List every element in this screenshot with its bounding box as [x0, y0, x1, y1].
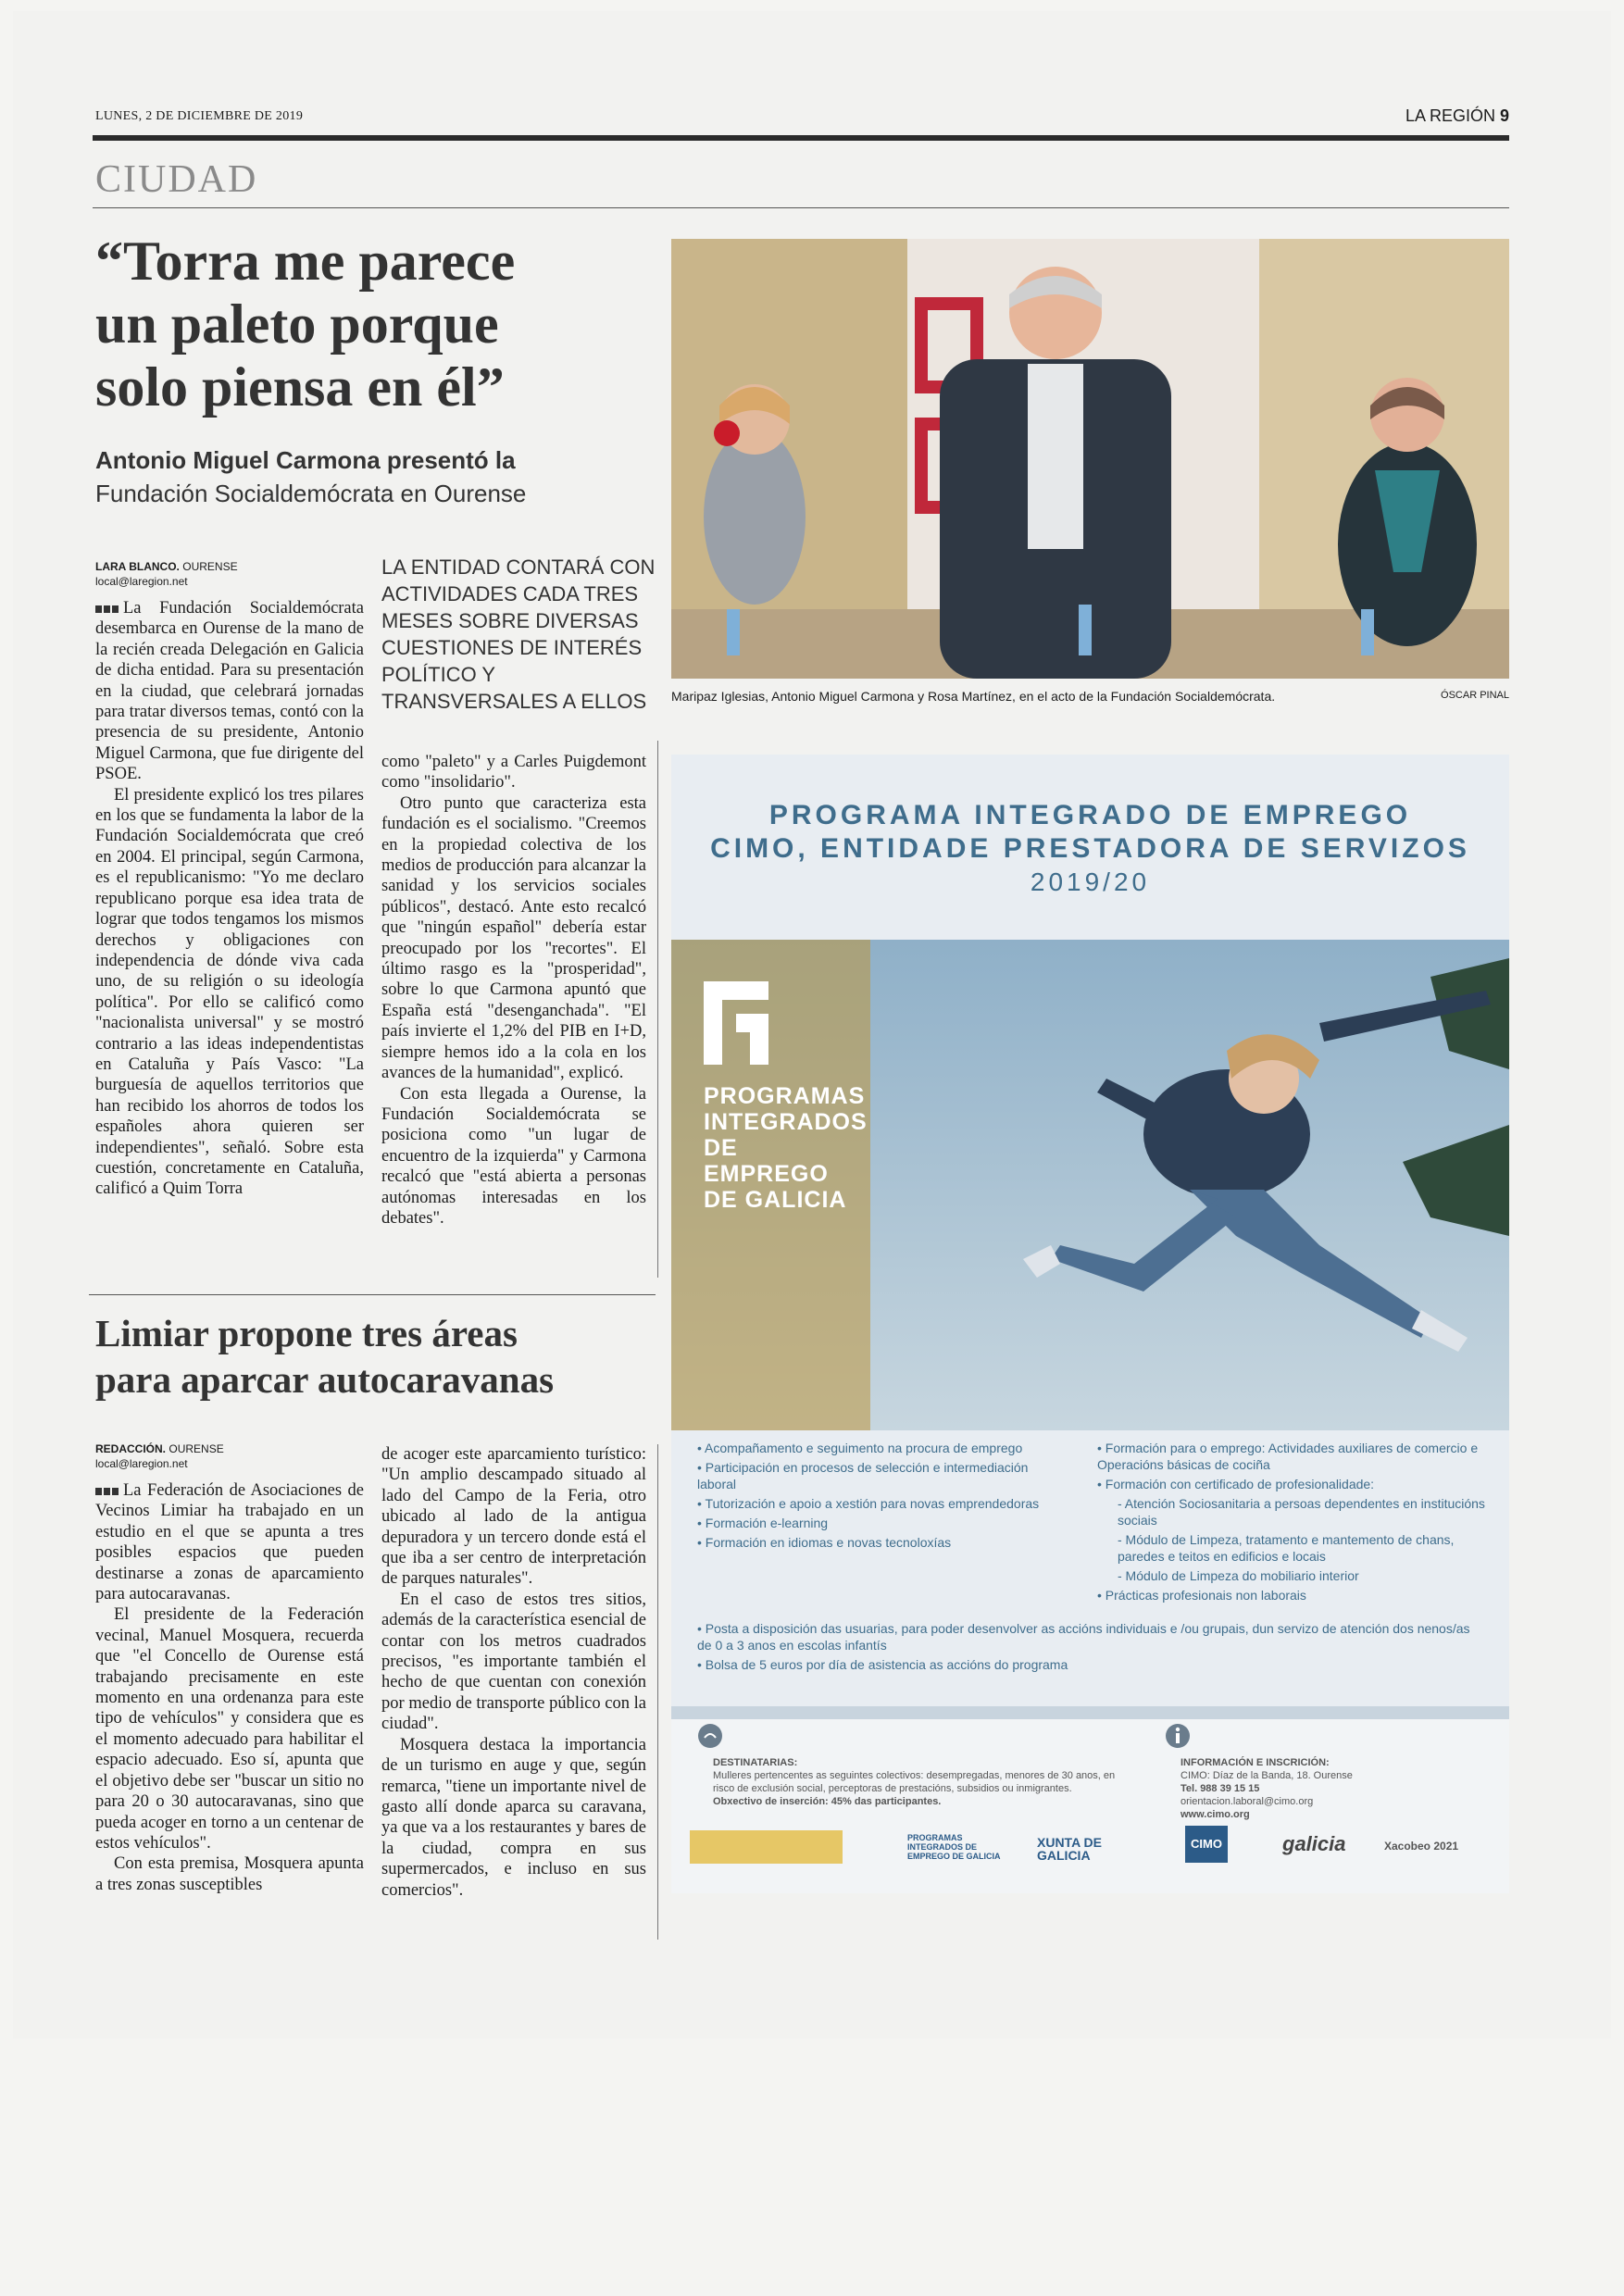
bullet-text: Formación en idiomas e novas tecnoloxías — [705, 1535, 952, 1550]
xunta-logo: XUNTA DE GALICIA — [1037, 1835, 1102, 1863]
sub-bullet: - Módulo de Limpeza do mobiliario interior — [1118, 1568, 1359, 1583]
lead-marker-icon — [95, 605, 119, 613]
article-divider — [89, 1294, 656, 1295]
programas-logo: PROGRAMAS INTEGRADOS DE EMPREGO DE GALICIA — [907, 1833, 1001, 1861]
paragraph — [95, 598, 364, 785]
headline-line: “Torra me parece — [95, 231, 516, 292]
galicia-logo: galicia — [1282, 1832, 1346, 1855]
pullquote: LA ENTIDAD CONTARÁ CON ACTIVIDADES CADA TRES MESES SOBRE DIVERSAS CUESTIONES DE INTERÉS POLÍTICO Y TRANSVERSALES A ELLOS — [381, 555, 656, 713]
bullet-item: • Participación en procesos de selección e intermediación laboral — [697, 1460, 1029, 1491]
lead-marker-icon — [95, 1488, 119, 1495]
info-website: www.cimo.org — [1181, 1809, 1250, 1820]
photo-caption: Maripaz Iglesias, Antonio Miguel Carmona y Rosa Martínez, en el acto de la Fundación Socialdemócrata. — [671, 689, 1276, 704]
author: LARA BLANCO. — [95, 560, 180, 573]
author-email: local@laregion.net — [95, 575, 188, 588]
bullet-item: • Acompañamento e seguimento na procura de emprego — [697, 1441, 1023, 1455]
bullet-text: Formación con certificado de profesionalidade: — [1105, 1477, 1375, 1491]
article1-photo — [671, 239, 1509, 679]
article2-column-2 — [381, 1444, 646, 1901]
paragraph: como "paleto" y a Carles Puigdemont como "insolidario". — [381, 753, 646, 792]
info-icon — [1165, 1723, 1191, 1749]
bullet-text: Formación e-learning — [705, 1516, 829, 1530]
column-divider — [657, 1444, 658, 1940]
paragraph: En el caso de estos tres sitios, además de la característica esencial de contar con los metros cuadrados precisos, "es importante también el hecho de que cuentan con conexión por medio de transporte público con la ciudad". — [381, 1590, 646, 1734]
paragraph: Mosquera destaca la importancia de un turismo en auge y que, según remarca, "tiene un importante nivel de gasto allí donde aparca su caravana, ya que va a los restaurantes y bares de la ciudad, compra en sus supermercados, e incluso en sus comercios". — [381, 1735, 646, 1900]
brand-line: DE GALICIA — [704, 1187, 847, 1213]
column-divider — [657, 741, 658, 1278]
bullet-text: Acompañamento e seguimento na procura de emprego — [705, 1441, 1023, 1455]
byline-city: OURENSE — [182, 560, 238, 573]
recipients-title: DESTINATARIAS: — [713, 1757, 798, 1768]
ad-year: 2019/20 — [1030, 867, 1151, 896]
article2-column-1 — [95, 1480, 364, 1895]
article1-headline — [95, 230, 651, 418]
paper-name: LA REGIÓN — [1405, 106, 1495, 125]
article2-byline — [95, 1441, 224, 1471]
headline-line: solo piensa en él” — [95, 356, 505, 418]
sub-bullet: - Atención Sociosanitaria a persoas dependentes en institucións sociais — [1118, 1496, 1485, 1528]
article2-headline — [95, 1310, 669, 1403]
ad-left-bullets — [697, 1440, 1058, 1554]
author: REDACCIÓN. — [95, 1442, 167, 1455]
newspaper-name — [1405, 106, 1509, 126]
bullet-item: • Formación en idiomas e novas tecnoloxías — [697, 1535, 952, 1550]
sub-bullet: - Módulo de Limpeza, tratamento e mantemento de chans, paredes e teitos en edificios e locais — [1118, 1532, 1455, 1564]
paragraph-text: La Fundación Socialdemócrata desembarca en Ourense de la mano de la recién creada Delegación en Galicia de dicha entidad. Para su presentación en la ciudad, que celebrará jornadas para tratar diversos temas, contó con la presencia de su presidente, Antonio Miguel Carmona, que fue dirigente del PSOE. — [95, 599, 364, 784]
section-rule — [93, 207, 1509, 208]
article1-byline — [95, 559, 238, 589]
bullet-text: Bolsa de 5 euros por día de asistencia as accións do programa — [705, 1657, 1068, 1672]
bullet-text: Formación para o emprego: Actividades auxiliares de comercio e Operacións básicas de cociña — [1097, 1441, 1479, 1472]
bullet-item: • Bolsa de 5 euros por día de asistencia as accións do programa — [697, 1657, 1068, 1672]
headline-line: para aparcar autocaravanas — [95, 1358, 555, 1401]
insertion-objective: Obxectivo de inserción: 45% das participantes. — [713, 1796, 942, 1807]
info-email: orientacion.laboral@cimo.org — [1181, 1796, 1314, 1807]
brand-line: PROGRAMAS — [704, 1083, 866, 1109]
paragraph: El presidente explicó los tres pilares en los que se fundamenta la labor de la Fundación Socialdemócrata que creó en 2004. El principal, según Carmona, es el republicanismo: "Yo me declaro republicano porque esa idea trata de lograr que todos tengamos los mismos derechos y obligaciones con independencia de dónde viva cada uno, de su religión o su ideología política". Por ello se calificó como "nacionalista universal" y se mostró contrario a las ideas independentistas en Cataluña y País Vasco: "La burguesía de aquellos territorios que han recibido los ahorros de todos los españoles ahora quieren ser independientes", señaló. Sobre esta cuestión, concretamente en Cataluña, calificó a Quim Torra — [95, 785, 364, 1199]
info-phone: Tel. 988 39 15 15 — [1181, 1783, 1260, 1794]
ad-title-line: PROGRAMA INTEGRADO DE EMPREGO — [768, 800, 1412, 830]
paragraph: Otro punto que caracteriza esta fundación es el socialismo. "Creemos en la propiedad colectiva de los medios de producción para alcanzar la sanidad y los servicios sociales públicos", destacó. Ante esto recalcó que "ningún español" debería estar preocupado por los "recortes". El último rasgo es la "prosperidad", sobre lo que Carmona apuntó que España está "desenganchada". "El país invierte el 1,2% del PIB en I+D, siempre hemos ido a la cola en los avances de la humanidad", explicó. — [381, 793, 646, 1083]
article1-subhead: Fundación Socialdemócrata en Ourense — [95, 480, 527, 507]
ad-title-line: CIMO, ENTIDADE PRESTADORA DE SERVIZOS — [710, 833, 1470, 864]
brand-line: INTEGRADOS — [704, 1109, 868, 1135]
ad-right-bullets — [1097, 1440, 1486, 1606]
issue-date: LUNES, 2 DE DICIEMBRE DE 2019 — [95, 109, 304, 123]
bullet-item: • Posta a disposición das usuarias, para poder desenvolver as accións individuais e /ou grupais, dun servizo de atención dos nenos/as de 0 a 3 anos en escolas infantís — [697, 1621, 1470, 1653]
programas-logo-icon — [704, 981, 768, 1065]
info-title: INFORMACIÓN E INSCRICIÓN: — [1181, 1757, 1330, 1768]
article1-column-2 — [381, 752, 646, 1229]
section-title: CIUDAD — [95, 158, 258, 201]
hands-icon — [697, 1723, 723, 1749]
cimo-logo: CIMO — [1185, 1826, 1228, 1863]
recipients-text: Mulleres pertencentes as seguintes colectivos: desempregadas, menores de 30 anos, en risco de exclusión social, perceptoras de prestacións, subsidios ou inmigrantes. — [713, 1770, 1116, 1794]
paragraph-text: La Federación de Asociaciones de Vecinos Limiar ha trabajado en un estudio en el que se apunta a tres posibles espacios que pueden destinarse a zonas de aparcamiento para autocaravanas. — [95, 1481, 364, 1604]
bullet-text: Tutorización e apoio a xestión para novas emprendedoras — [705, 1496, 1040, 1511]
paragraph: Con esta llegada a Ourense, la Fundación Socialdemócrata se posiciona como "un lugar de encuentro de la izquierda" y Carmona recalcó que "está abierta a personas autónomas interesadas en los debates". — [381, 1084, 646, 1228]
ad-wide-bullets — [697, 1620, 1484, 1676]
paragraph: Con esta premisa, Mosquera apunta a tres zonas susceptibles — [95, 1854, 364, 1894]
bullet-item: • Formación con certificado de profesionalidade: — [1097, 1477, 1375, 1491]
info-block — [1181, 1756, 1486, 1821]
header-rule — [93, 135, 1509, 141]
article1-column-1 — [95, 598, 364, 1200]
headline-line: un paleto porque — [95, 293, 499, 355]
xacobeo-logo: Xacobeo 2021 — [1384, 1840, 1459, 1853]
paragraph: de acoger este aparcamiento turístico: "Un amplio descampado situado al lado del Campo de la Feria, otro ubicado al lado de la antigua depuradora y un tercero donde está el que iba a ser centro de interpretación de parques naturales". — [381, 1445, 646, 1589]
government-logo — [690, 1830, 843, 1864]
bullet-text: Participación en procesos de selección e intermediación laboral — [697, 1460, 1029, 1491]
paragraph: El presidente de la Federación vecinal, Manuel Mosquera, recuerda que "el Concello de Ourense está trabajando precisamente en este momento en una ordenanza para este tipo de vehículos" y considera que es el momento adecuado para habilitar el espacio adecuado. Eso sí, apunta que el objetivo debe ser "buscar un sitio no para 20 o 30 autocaravanas, sino que pueda acoger en torno a un centenar de estos vehículos". — [95, 1605, 364, 1853]
byline-city: OURENSE — [169, 1442, 224, 1455]
advertisement — [671, 755, 1509, 1893]
bullet-item: • Tutorización e apoio a xestión para novas emprendedoras — [697, 1496, 1040, 1511]
bullet-item: • Prácticas profesionais non laborais — [1097, 1588, 1306, 1603]
ad-brand-text — [704, 1083, 868, 1213]
article1-subhead-bold: Antonio Miguel Carmona presentó la — [95, 446, 516, 474]
ad-divider-bar — [671, 1706, 1509, 1719]
bullet-text: Prácticas profesionais non laborais — [1105, 1588, 1306, 1603]
bullet-text: Posta a disposición das usuarias, para poder desenvolver as accións individuais e /ou grupais, dun servizo de atención dos nenos/as de 0 a 3 anos en escolas infantís — [697, 1621, 1470, 1653]
recipients-block — [713, 1756, 1120, 1808]
brand-line: DE EMPREGO — [704, 1135, 829, 1187]
photo-credit: ÓSCAR PINAL — [1441, 690, 1509, 701]
bullet-item: • Formación para o emprego: Actividades auxiliares de comercio e Operacións básicas de cociña — [1097, 1441, 1479, 1472]
author-email: local@laregion.net — [95, 1457, 188, 1470]
info-address: CIMO: Díaz de la Banda, 18. Ourense — [1181, 1770, 1353, 1781]
headline-line: Limiar propone tres áreas — [95, 1312, 518, 1354]
press-photo — [671, 239, 1509, 679]
bullet-item: • Formación e-learning — [697, 1516, 829, 1530]
ad-footer — [671, 1719, 1509, 1893]
paragraph — [95, 1480, 364, 1604]
page-number: 9 — [1499, 106, 1509, 125]
ad-title — [671, 799, 1509, 866]
